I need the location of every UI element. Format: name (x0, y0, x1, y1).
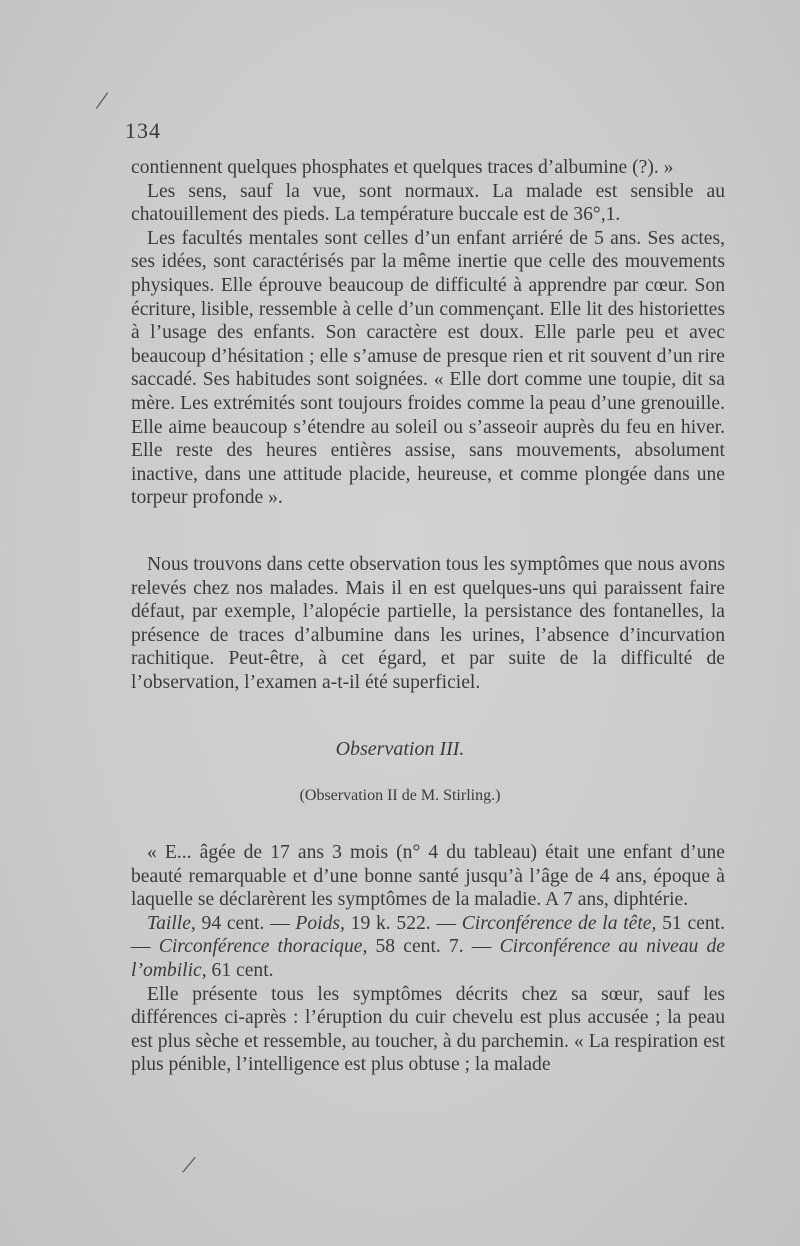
measurements-paragraph (131, 912, 725, 983)
paragraph: Nous trouvons dans cette observation tous les symptômes que nous avons relevés chez nos malades. Mais il en est quelques-uns qui paraissent faire défaut, par exemple, l’alopécie partielle, la persistance des fontanelles, la présence de traces d’albumine dans les urines, l’absence d’incurvation rachitique. Peut-être, à cet égard, et par suite de la difficulté de l’observation, l’examen a-t-il été superficiel. (131, 554, 725, 693)
paragraph: contiennent quelques phosphates et quelques traces d’albumine (?). » (131, 157, 674, 178)
paragraph: « E... âgée de 17 ans 3 mois (n° 4 du tableau) était une enfant d’une beauté remarquable et d’une bonne santé jusqu’à l’âge de 4 ans, époque à laquelle se déclarèrent les symptômes de la maladie. A 7 ans, diphtérie. (131, 842, 725, 911)
observation-title: Observation III. (335, 738, 465, 760)
thorax-label: Circonférence thoracique, (158, 936, 368, 958)
taille-label: Taille, (147, 912, 196, 934)
paragraph: Les facultés mentales sont celles d’un enfant arriéré de 5 ans. Ses actes, ses idées, sont caractérisés par la même inertie que celle des mouvements physiques. Elle éprouve beaucoup de difficulté à apprendre par cœur. Son écriture, lisible, ressemble à celle d’un commençant. Elle lit des historiettes à l’usage des enfants. Son caractère est doux. Elle parle peu et avec beaucoup d’hésitation ; elle s’amuse de presque rien et rit souvent d’un rire saccadé. Ses habitudes sont soignées. « Elle dort comme une toupie, dit sa mère. Les extrémités sont toujours froides comme la peau d’une grenouille. Elle aime beaucoup s’étendre au soleil ou s’asseoir auprès du feu en hiver. Elle reste des heures entières assise, sans mouvements, absolument inactive, dans une attitude placide, heureuse, et comme plongée dans une torpeur profonde ». (131, 227, 725, 509)
tete-value: 51 cent. — (131, 912, 725, 958)
ombilic-value: 61 cent. (206, 959, 274, 981)
pencil-mark-top: / (96, 85, 108, 116)
tete-label: Circonférence de la tête, (461, 912, 657, 934)
text-block-continuation (131, 156, 725, 510)
poids-value: 19 k. 522. — (344, 912, 462, 934)
page-number: 134 (125, 118, 161, 143)
paragraph: Les sens, sauf la vue, sont normaux. La malade est sensible au chatouillement des pieds. La température buccale est de 36°,1. (131, 180, 725, 226)
taille-value: 94 cent. — (195, 912, 296, 934)
ombilic-label: Circonférence au niveau de l’ombilic, (131, 936, 725, 981)
paragraph: Elle présente tous les symptômes décrits chez sa sœur, sauf les différences ci-après : l’éruption du cuir chevelu est plus accusée ; la peau est plus sèche et ressemble, au toucher, à du parchemin. « La respiration est plus pénible, l’intelligence est plus obtuse ; la malade (131, 983, 725, 1076)
observation-subtitle: (Observation II de M. Stirling.) (299, 787, 501, 804)
thorax-value: 58 cent. 7. — (367, 936, 500, 958)
text-block-commentary (131, 553, 725, 695)
pencil-mark-bottom: / (182, 1149, 196, 1180)
poids-label: Poids, (295, 912, 345, 934)
text-block-observation (131, 841, 725, 1077)
